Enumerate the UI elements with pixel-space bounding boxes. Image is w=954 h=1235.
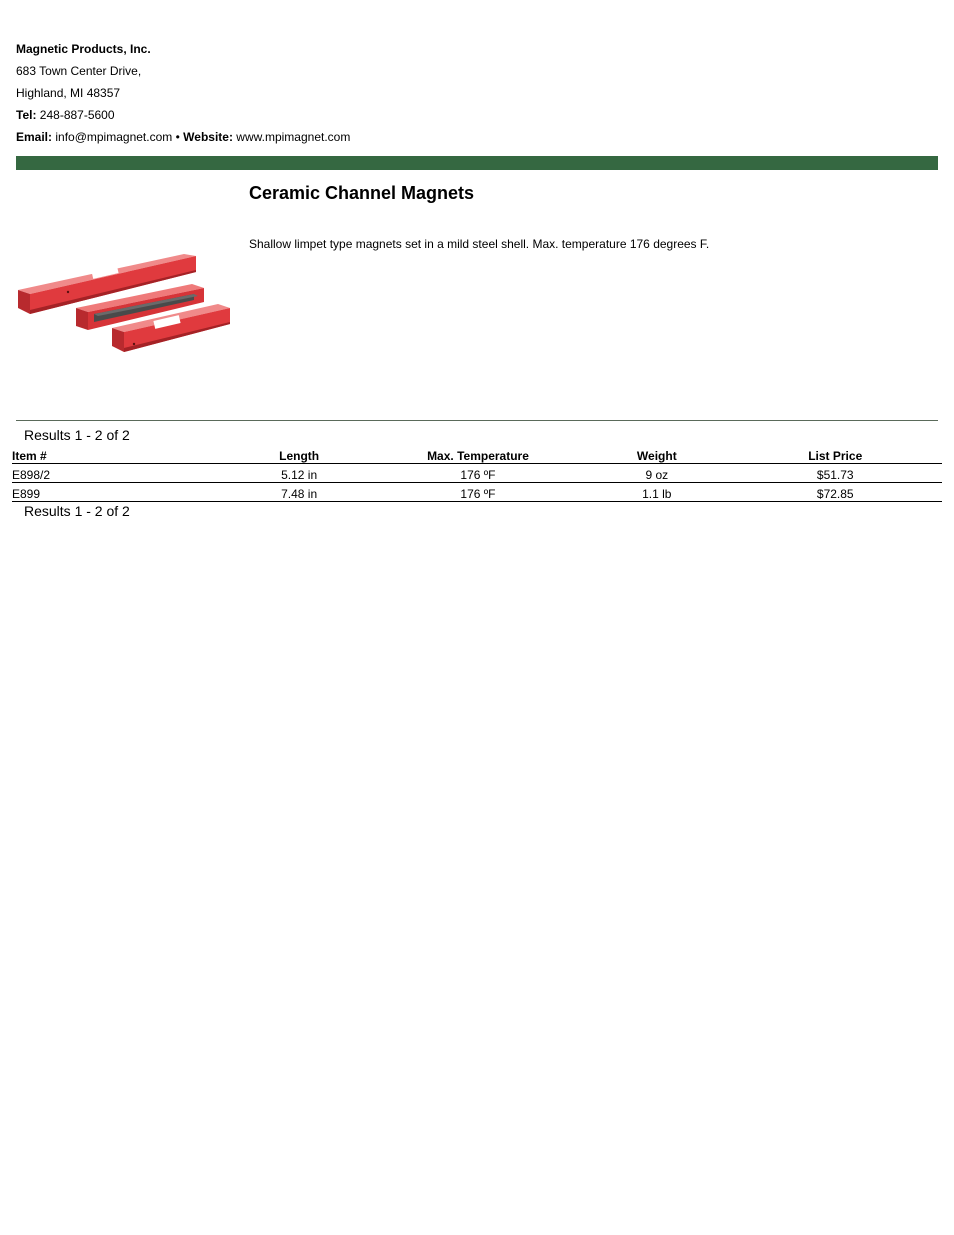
website-label: Website: — [183, 130, 233, 144]
product-title: Ceramic Channel Magnets — [249, 183, 475, 203]
contact-line — [16, 126, 616, 148]
header-bar — [16, 156, 938, 170]
cell-length: 7.48 in — [227, 483, 370, 502]
header-max-temperature: Max. Temperature — [371, 446, 585, 464]
contact-separator: • — [175, 130, 180, 144]
website-link[interactable]: www.mpimagnet.com — [236, 130, 351, 144]
header-length: Length — [227, 446, 370, 464]
phone-line — [16, 104, 616, 126]
results-count-bottom: Results 1 - 2 of 2 — [24, 503, 130, 519]
product-description: Shallow limpet type magnets set in a mild steel shell. Max. temperature 176 degrees F. — [249, 237, 710, 251]
company-name: Magnetic Products, Inc. — [16, 42, 151, 56]
company-info — [16, 38, 616, 148]
cell-price: $72.85 — [728, 483, 942, 502]
results-count-top: Results 1 - 2 of 2 — [24, 427, 130, 443]
table-row — [12, 483, 942, 502]
cell-price: $51.73 — [728, 464, 942, 483]
email-link[interactable]: info@mpimagnet.com — [55, 130, 173, 144]
cell-weight: 9 oz — [585, 464, 728, 483]
cell-temperature: 176 ºF — [371, 464, 585, 483]
table-header-row — [12, 446, 942, 464]
address-line-1: 683 Town Center Drive, — [16, 64, 142, 78]
tel-label: Tel: — [16, 108, 37, 122]
items-table — [12, 446, 942, 502]
tel-value: 248-887-5600 — [39, 108, 115, 122]
cell-length: 5.12 in — [227, 464, 370, 483]
channel-magnets-image — [14, 248, 236, 358]
section-divider — [16, 420, 938, 421]
company-name-line — [16, 38, 616, 60]
cell-weight: 1.1 lb — [585, 483, 728, 502]
table-row — [12, 464, 942, 483]
cell-item: E898/2 — [12, 464, 227, 483]
header-item: Item # — [12, 446, 227, 464]
header-weight: Weight — [585, 446, 728, 464]
address-line-2: Highland, MI 48357 — [16, 86, 121, 100]
cell-item: E899 — [12, 483, 227, 502]
header-list-price: List Price — [728, 446, 942, 464]
email-label: Email: — [16, 130, 53, 144]
cell-temperature: 176 ºF — [371, 483, 585, 502]
